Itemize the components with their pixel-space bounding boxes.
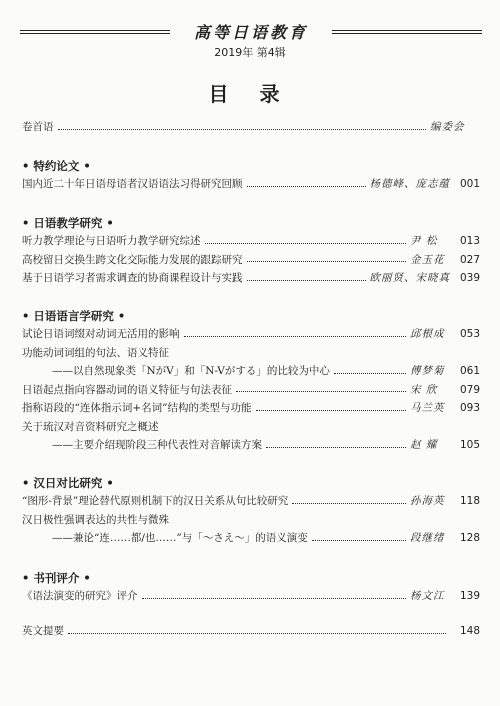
- entry-page: 139: [459, 590, 480, 602]
- entry-title: 《语法演变的研究》评介: [22, 590, 138, 602]
- entry-author: 尹 松: [410, 235, 438, 247]
- entry-author: 杨德峰、庞志蕴: [369, 178, 450, 190]
- entry-author: 孙海英: [410, 495, 445, 507]
- entry-subtitle: ——以自然现象类「NがV」和「N-Vがする」的比较为中心: [52, 365, 330, 377]
- header-rule-left-2: [20, 33, 170, 34]
- toc-entry[interactable]: [22, 232, 480, 251]
- journal-title: 高等日语教育: [193, 23, 308, 42]
- toc-entry[interactable]: [22, 362, 480, 381]
- entry-author: 赵 耀: [410, 439, 438, 451]
- entry-title-line[interactable]: 汉日极性强调表达的共性与微殊: [22, 513, 169, 526]
- leader-dots: [312, 540, 406, 541]
- entry-page: 148: [459, 625, 480, 637]
- entry-subtitle: ——主要介绍现阶段三种代表性对音解读方案: [52, 439, 262, 451]
- entry-author: 段继绪: [410, 532, 445, 544]
- entry-title: 国内近二十年日语母语者汉语语法习得研究回顾: [22, 178, 243, 190]
- section-title: • 特约论文 •: [22, 159, 91, 173]
- entry-title: 卷首语: [22, 121, 54, 133]
- section-title: • 书刊评介 •: [22, 571, 91, 585]
- section-title: • 日语教学研究 •: [22, 216, 114, 230]
- toc-entry[interactable]: [22, 269, 480, 288]
- toc-entry[interactable]: [22, 118, 480, 137]
- toc-entry[interactable]: [22, 587, 480, 606]
- toc-entry[interactable]: [22, 622, 480, 641]
- toc-entry[interactable]: [22, 175, 480, 194]
- section-linguistics-research: [22, 307, 480, 455]
- entry-author: 金玉花: [410, 253, 445, 266]
- entry-title: 基于日语学习者需求调查的协商课程设计与实践: [22, 272, 243, 284]
- entry-author: 杨文江: [410, 590, 445, 602]
- entry-author: 邱根成: [410, 328, 445, 340]
- entry-title: 高校留日交换生跨文化交际能力发展的跟踪研究: [22, 253, 243, 266]
- entry-page: 105: [459, 439, 480, 451]
- entry-title: 听力教学理论与日语听力教学研究综述: [22, 235, 201, 247]
- leader-dots: [142, 598, 407, 599]
- entry-page: 118: [459, 495, 480, 507]
- header-rule-left: [20, 30, 170, 31]
- english-abstracts-section: [22, 622, 480, 641]
- entry-title: 日语起点指向容器动词的语义特征与句法表征: [22, 383, 232, 396]
- preface-section: [22, 118, 480, 137]
- entry-page: 001: [459, 178, 480, 190]
- entry-page: 079: [459, 383, 480, 396]
- leader-dots: [236, 391, 406, 392]
- entry-page: 013: [459, 235, 480, 247]
- leader-dots: [68, 633, 446, 634]
- leader-dots: [184, 336, 407, 337]
- entry-author: 欧丽贤、宋晓真: [369, 272, 450, 284]
- entry-title: 试论日语词缀对动词无活用的影响: [22, 328, 180, 340]
- section-teaching-research: [22, 214, 480, 288]
- toc-entry[interactable]: [22, 399, 480, 418]
- issue-number: 2019年 第4辑: [214, 46, 286, 59]
- leader-dots: [247, 280, 366, 281]
- toc-title: 目 录: [208, 82, 292, 106]
- leader-dots: [334, 373, 406, 374]
- entry-title: “图形-背景”理论替代原则机制下的汉日关系从句比较研究: [22, 495, 289, 507]
- toc-entry[interactable]: [22, 251, 480, 270]
- entry-page: 128: [459, 532, 480, 544]
- leader-dots: [266, 447, 406, 448]
- leader-dots: [292, 503, 406, 504]
- section-book-review: [22, 569, 480, 606]
- section-contrastive-study: [22, 474, 480, 548]
- entry-title-line[interactable]: 功能动词词组的句法、语义特征: [22, 346, 169, 359]
- entry-title: 英文提要: [22, 625, 64, 637]
- header-rule-right: [332, 30, 482, 31]
- entry-page: 061: [459, 365, 480, 377]
- leader-dots: [205, 243, 407, 244]
- section-special-papers: [22, 157, 480, 194]
- entry-author: 编委会: [430, 121, 465, 133]
- header-rule-right-2: [332, 33, 482, 34]
- leader-dots: [256, 410, 406, 411]
- toc-entry[interactable]: [22, 381, 480, 400]
- leader-dots: [58, 129, 427, 130]
- entry-page: 093: [459, 402, 480, 414]
- journal-header: [0, 18, 500, 58]
- entry-author: 傅梦菊: [410, 365, 445, 377]
- toc-entry[interactable]: [22, 529, 480, 548]
- entry-title: 指称语段的“连体指示词+名词”结构的类型与功能: [22, 402, 252, 414]
- section-title: • 日语语言学研究 •: [22, 309, 126, 323]
- leader-dots: [247, 261, 407, 262]
- entry-page: 027: [459, 253, 480, 266]
- entry-title-line[interactable]: 关于琉汉对音资料研究之概述: [22, 420, 159, 433]
- leader-dots: [247, 186, 366, 187]
- toc-entry[interactable]: [22, 325, 480, 344]
- toc-entry[interactable]: [22, 436, 480, 455]
- entry-page: 039: [459, 272, 480, 284]
- section-title: • 汉日对比研究 •: [22, 476, 114, 490]
- entry-subtitle: ——兼论“连……都/也……”与「～さえ～」的语义演变: [52, 532, 308, 544]
- entry-author: 宋 欣: [410, 383, 438, 396]
- entry-author: 马兰英: [410, 402, 445, 414]
- entry-page: 053: [459, 328, 480, 340]
- toc-entry[interactable]: [22, 492, 480, 511]
